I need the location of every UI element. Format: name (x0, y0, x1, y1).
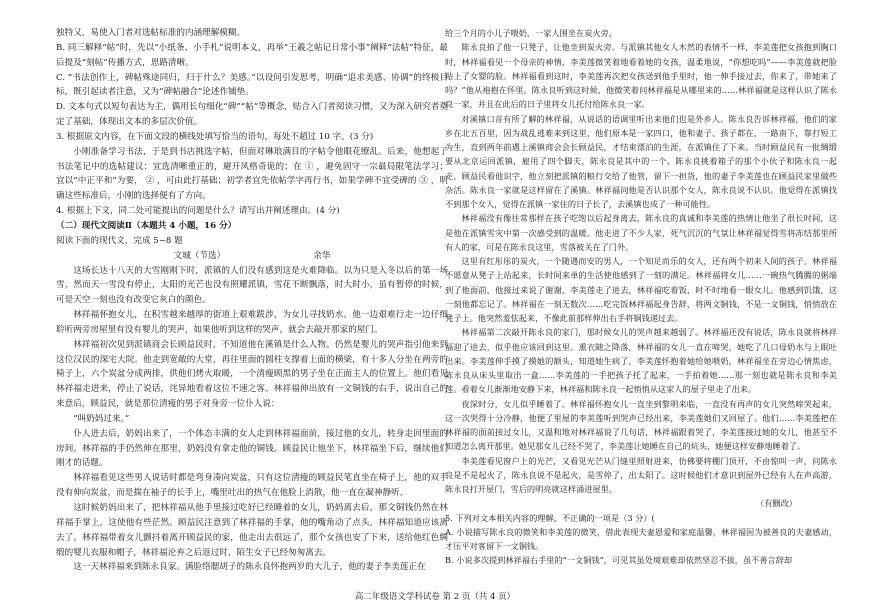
paragraph: 夜深时分，女儿似乎睡着了。林祥福怀抱女儿一直坐到黎明来临，一直没有再声的女儿突然啼哭起来，这一次哭得十分冷静，他便了里屋的李美莲听到哭声已经出来，李美莲她们又回屋了。他们……李美莲把在林祥福的面前接过女儿，又温和地对林祥福说了几句话，林祥福跟着哭了，李美莲接过她的女儿，他甚至不知道怎么离开那里。她见那女儿已经不哭了，李美莲让她睡在自己的炕头，她便这样安静地睡着了。 (445, 398, 837, 452)
paragraph: 林祥福第二次敲开陈永良的家门，那时候女儿的哭声越来越弱了。林祥福还没有说话，陈永良就将林祥福迎了进去，似乎他应该回到这里。熏衣随之降落，林祥福的女儿一直在啼哭，她吃了几口母奶水与上眠吐出来。李美莲伸手摸了摸她的额头，知道她生病了，李美莲怀抱着她给她喂奶，林祥福坐在旁边心情焦虑，陈永良从床头里取出一盒……李美莲的一手把孩子托了起来，一手拍着她……那一刻也就是陈永良和李美莲。看着女儿渐渐地安静下来，林祥福和陈永良一起悄悄从这家人的屋子里走了出来。 (445, 327, 837, 395)
paragraph: 林祥福怀抱女儿，在积雪越来越厚的街道上艰难跋涉，为女儿寻找奶水。他一边艰难行走一边仔细聆听两旁房屋里有没有婴儿的哭声，如果他听到这样的哭声，就会去敲开那家的屋门。 (56, 310, 448, 335)
paragraph: 5. 下列对文本相关内容的理解，不正确的一项是（3 分）( (445, 512, 655, 523)
paragraph: 这场长达十八天的大雪刚刚下时，派镇的人们没有感到这是火难降临。以为只是入冬以后的第一场雪，然而天一雪没有停止，太阳的光芒也没有照耀派镇，雪花不断飘落，时大时小，虽有暂停的时候，可是天空一刻也没有改变它灰白的颜色。 (56, 265, 448, 306)
paragraph: 给三个月的小儿子喂奶，一家人围坐在炭火旁。 (445, 28, 617, 38)
paragraph: 林祥福看见这些男人说话时都是弯身凑向炭盆，只有这位清瘦的顾益民笔直坐在椅子上，他的双手没有伸向炭盆，而是揣在袖子的长手上，嘴里吐出的热气在他脸上消散，他一直在凝神静听。 (56, 473, 448, 499)
paragraph: （二）现代文阅读Ⅱ（本题共 4 小题，16 分） (56, 220, 237, 231)
paragraph: B. 小说多次提到林祥福右手里的“一文铜钱”，可见其虽处境艰难却依然坚忍不拔，虽不善言辞却 (445, 555, 793, 566)
paragraph: 林祥福没有像往常那样在孩子吃饱以后起身离去，陈永良的真诚和李美莲的热情让他坐了很长时间，这是他在派镇雪灾中第一次感受到的温暖。他走进了不少人家，死气沉沉的气氛让林祥福觉得雪将冻结那里所有人的家，可是在陈永良这里，雪落被关在了门外。 (445, 213, 837, 252)
paragraph: 独特又，易使入门者对选帖标准的内涵理解模糊。 (56, 28, 246, 38)
paragraph: 小刚准备学习书法，于是到书店挑选字帖，但面对琳琅满目的字帖令他眼花缭乱。后来，他想起了书法笔记中的选帖建议：宜选清晰重正的，避开风格奇诡的；在 ① ，避免固守一宗最局限笔法学习；宜以“中正平和”为要， ② ，可由此打基础；初学者宜先依帖学字再行书，如果学碑不宜受碑的 ③ ，明确这些标准后，小刚的选择便有了方向。 (56, 146, 448, 202)
paragraph: 4. 根据上下文，同二处可能提出的问题是什么？请写出并阐述理由。(4 分) (56, 206, 340, 217)
paragraph: （有删改） (756, 498, 797, 509)
paragraph: 这一天林祥福来到陈永良家。满脸络腮胡子的陈永良怀抱两岁的大儿子，他的妻子李美莲正在 (73, 562, 426, 573)
paragraph: 林祥福初次见到派镇商会长顾益民时，不知道他在溪镇是什么人物。仍然是婴儿的哭声指引他来到这位汉民的深宅大院。他走到宽敞的大堂，再往里面的圆柱支撑着上面的横梁，有十多人分坐在两旁的椅子上，六个炭盆分成两排，供他们烤火取暖，一个清瘦顾黑的男子坐在正面主人的位置上。他们看见林祥福走进来，停止了说话，诧异地看着这位不速之客。林祥福伸出放有一文铜钱的右手，说出自己的来意后，顾益民，就是那位清瘦的男子对身旁一位仆人说： (56, 339, 448, 410)
paragraph: 陈永良拍了他一只凳子，让他坐到炭火旁。与派镇其他女人木然的表情不一样，李美莲把女孩抱到胸口时，林祥福看见一个母亲的神情，李美莲微笑着地看着她的女孩，温柔地说，“你想吃吗”——李美莲就把脸贴上了女婴的脸。林祥福看到这时，李美莲再次把女孩送到他手里时，他一伸手接过去，你来了，带她来了吗？”他从袍抱在怀里。陈永良听到这时候，他微笑着问林祥福是从哪里来的……林祥福就是这样认识了陈永良一家，并且在此后的日子里将女儿托付给陈永良一家。 (445, 42, 837, 110)
story-title: 文城（节选） (173, 250, 226, 261)
story-author: 余华 (313, 250, 331, 261)
left-column (56, 26, 448, 575)
paragraph: D. 文本句式以短句表达为主，偶用长句细化“碑”“帖”等概念，贴合入门者阅读习惯，又为深入研究者奠定了基础，体现出文本的多层次价值。 (56, 102, 448, 128)
page-footer: 高二年级语文学科试卷 第 2 页（共 4 页） (354, 592, 516, 602)
paragraph: 3. 根据原文内容，在下面文段的横线处填写恰当的语句，每处不超过 10 字。(3 分) (56, 131, 374, 142)
right-column (445, 26, 837, 568)
paragraph: 阅读下面的现代文，完成 5~8 题 (56, 235, 183, 246)
paragraph: 仆人进去后，奶妈出来了，一个体态丰满的女人走到林祥福面前，接过他的女儿，转身走回里面的房间。林祥福的手仍然伸在那里，奶妈没有拿走他的铜钱。顾益民让他坐下，林祥福坐下后，继续他们刚才的话题。 (56, 428, 448, 469)
paragraph: 这时候奶妈出来了，把林祥福从他手里接过吃好已经睡着的女儿，奶妈离去后，那文铜钱仍然在林祥福手掌上，这使他有些茫然。顾益民注意到了林祥福的手掌，他的嘴角动了点头，林祥福知道应该离去了。林祥福带着女儿颤抖着离开顾益民的家，他走出去很远了，那个女孩也安了下来，送给他红色绸缎的婴儿衣服和帽子，林祥福沦弃之后返过时，陌生女子已经匆匆离去。 (56, 503, 448, 558)
paragraph: B. 同三解释“帖”时，先以“小纸条、小手札”说明本义，再举“王羲之帖记日常小事”阐释“法帖”特征，最后提及“刻帖”传播方式，思路清晰。 (56, 42, 448, 68)
story-title-line (56, 249, 448, 264)
paragraph: A. 小说描写陈永良的微笑和李美莲的微笑，借此表现夫妻恩爱和家庭温馨，林祥福因为被善良的夫妻感动，才压平对客留下一文铜钱。 (445, 526, 837, 551)
paragraph: C. “书法创作上，碑帖殊途同归，归于什么？美感。”以设问引发思考，明确“追求美感、协调”的终极目标，既引起读者注意，又为“碑帖融合”论述作铺垫。 (56, 72, 448, 98)
paragraph: 这里有红彤彤的炭火，一个随遇而安的男人，一个知足而乐的女人，还有两个初来人间的孩子。林祥福不愿意从凳子上站起来，长时间来单的生活使他感到了一刻的满足。林祥福将女儿……一碗热气腾腾的粥端到了他面前，他接过来说了谢谢，李美莲走了进去，林祥福吃着饭，时不时地看一眼女儿。他感到饥饿，这一刻他都忘记了。林祥福在一刻无数次……吃完饭林祥福起身告辞，将两文铜钱，不是一文铜钱，悄悄放在凳子上。他突然羞怯起来，不像此前那样伸出右手将铜钱递过去。 (445, 256, 837, 323)
paragraph: “叫奶妈过来。” (73, 413, 130, 424)
paragraph: 李美莲看见窗户上的光芒，又看见光芒从门缝里照射进来，仿佛要将棚门顶开，不由惊叫一声，问陈永良是不是起火了，陈永良说不是起火，是雪停了，出太阳了。这时候他们才意识到屋外已经有人在声高游，陈永良打开屋门，雪后的明亮就这样涌进屋里。 (445, 455, 837, 494)
paragraph: 对溪镇口音有所了解的林祥福，从说话的语调里听出来他们也是外乡人。陈永良告诉林祥福，他们的家乡在北五百里，因为战乱逃难来到这里，他们原本是一家四口，他和妻子、孩子都在，一路南下，靠打短工为生，直到两年前遇上溪镇商会会长顾益民，才结束漂泊的生涯，在派镇住了下来。当时顾益民有一批绸缎要从北京运回派镇，雇用了四个脚夫，陈永良是其中的一个。陈永良挑着箱子的那个小伙子和陈永良一起走，顾益民看他识字，他立刻把派镇的粮行交给了他管，留下一担货，他的妻子李美莲也在顾益民家里做些杂活。陈永良一家就是这样留在了溪镇。林祥福问他是否认识那个女人，陈永良说不认识。他觉得在派镇找不到那个女人，觉得在派镇一家住的日子长了，去溪镇也成了一种可能性。 (445, 113, 837, 209)
